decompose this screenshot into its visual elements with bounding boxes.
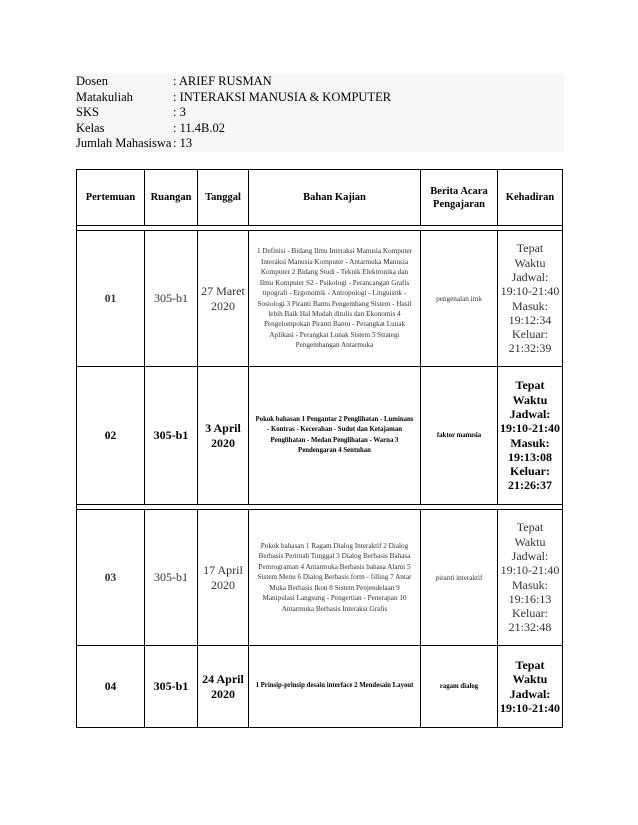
cell-tanggal: 17 April 2020 [198,510,249,646]
cell-bahan-kajian: 1 Prinsip-prinsip desain interface 2 Mendesain Layout [249,646,421,728]
cell-pertemuan: 04 [77,646,145,728]
table-row [77,646,563,728]
info-label: Jumlah Mahasiswa [76,136,172,150]
header-kehadiran: Kehadiran [498,170,563,226]
info-row-sks [76,105,564,121]
info-value: : 11.4B.02 [173,120,225,135]
info-row-dosen [76,74,564,90]
cell-ruangan: 305-b1 [145,367,198,505]
header-bahan-kajian: Bahan Kajian [249,170,421,226]
cell-kehadiran: Tepat Waktu Jadwal: 19:10-21:40 Masuk: 19:13:08 Keluar: 21:26:37 [498,367,563,505]
info-row-matakuliah [76,90,564,106]
header-tanggal: Tanggal [198,170,249,226]
table-row [77,367,563,505]
cell-kehadiran: Tepat Waktu Jadwal: 19:10-21:40 Masuk: 19:16:13 Keluar: 21:32:48 [498,510,563,646]
info-label: Matakuliah [76,89,133,104]
cell-ruangan: 305-b1 [145,646,198,728]
info-value: : 3 [173,105,186,119]
info-label: Dosen [76,74,108,88]
cell-kehadiran: Tepat Waktu Jadwal: 19:10-21:40 Masuk: 19:12:34 Keluar: 21:32:39 [498,231,563,367]
cell-pertemuan: 03 [77,510,145,646]
info-label: SKS [76,105,99,119]
info-row-jumlah-mahasiswa [76,136,564,152]
cell-tanggal: 27 Maret 2020 [198,231,249,367]
cell-kehadiran: Tepat Waktu Jadwal: 19:10-21:40 [498,646,563,728]
info-value: : ARIEF RUSMAN [173,74,272,88]
cell-pertemuan: 02 [77,367,145,505]
cell-berita-acara: piranti interaktif [421,510,498,646]
info-label: Kelas [76,120,105,135]
cell-pertemuan: 01 [77,231,145,367]
header-berita-acara: Berita Acara Pengajaran [421,170,498,226]
cell-tanggal: 24 April 2020 [198,646,249,728]
cell-berita-acara: faktor manusia [421,367,498,505]
table-header-row [77,170,563,226]
header-pertemuan: Pertemuan [77,170,145,226]
table-row [77,510,563,646]
course-info [76,74,564,152]
cell-bahan-kajian: Pokok bahasan 1 Pengantar 2 Penglihatan - Luminans - Kontras - Kecerahan - Sudut dan Ketajaman Penglihatan - Medan Penglihatan - Warna 3 Pendengaran 4 Sentuhan [249,367,421,505]
info-row-kelas [76,121,564,137]
info-value: : 13 [173,136,193,150]
cell-tanggal: 3 April 2020 [198,367,249,505]
cell-ruangan: 305-b1 [145,510,198,646]
attendance-table [76,169,563,728]
cell-bahan-kajian: Pokok bahasan 1 Ragam Dialog Interaktif 2 Dialog Berbasis Perintah Tunggal 3 Dialog Berbasis Bahasa Pemrograman 4 Antarmuka Berbasis bahasa Alami 5 Sistem Menu 6 Dialog Berbasis form - filling 7 Antar Muka Berbasis Ikon 8 Sistem Penjendelaan 9 Manipulasi Langsung - Pengertian - Penerapan 10 Antarmuka Berbasis Interaksi Grafis [249,510,421,646]
cell-berita-acara: ragam dialog [421,646,498,728]
info-value: : INTERAKSI MANUSIA & KOMPUTER [173,89,392,104]
cell-ruangan: 305-b1 [145,231,198,367]
table-row [77,231,563,367]
cell-bahan-kajian: 1 Definisi - Bidang Ilmu Interaksi Manusia Komputer Interaksi Manusia Komputer - Antarmuka Manusia Komputer 2 Bidang Studi - Teknik Elektronika dan Ilmu Komputer S2 - Psikologi - Perancangan Grafis tipografi - Ergonomik - Antropologi - Linguistik - Sosiologi 3 Piranti Bantu Pengembang Sistem - Hasil lebih Baik Hal Mudah ditulis dan Ekonomis 4 Pengelompokan Piranti Bantu - Perangkat Lunak Aplikasi - Perangkat Lunak Sistem 5 Strategi Pengembangan Antarmuka [249,231,421,367]
cell-berita-acara: pengenalan imk [421,231,498,367]
header-ruangan: Ruangan [145,170,198,226]
